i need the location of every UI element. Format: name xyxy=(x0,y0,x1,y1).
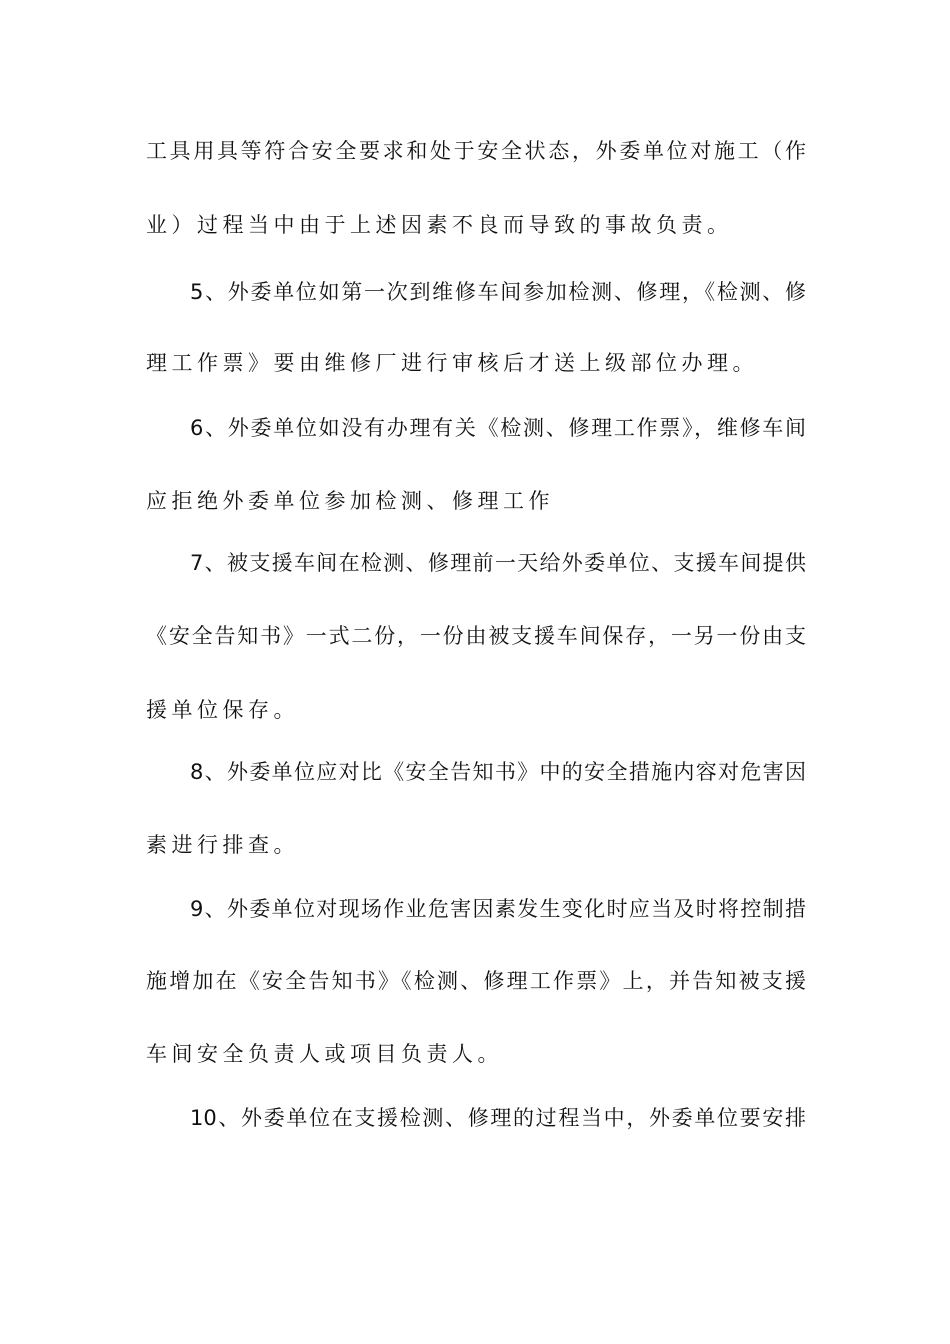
paragraph-line: 车间安全负责人或项目负责人。 xyxy=(146,1042,503,1066)
paragraph-line: 《安全告知书》一式二份，一份由被支援车间保存，一另一份由支 xyxy=(146,624,806,648)
paragraph-line: 7、被支援车间在检测、修理前一天给外委单位、支援车间提供 xyxy=(190,551,806,575)
paragraph-line: 6、外委单位如没有办理有关《检测、修理工作票》，维修车间 xyxy=(190,416,806,440)
paragraph-line: 应拒绝外委单位参加检测、修理工作 xyxy=(146,489,554,513)
paragraph-line: 业）过程当中由于上述因素不良而导致的事故负责。 xyxy=(146,213,733,237)
paragraph-line: 10、外委单位在支援检测、修理的过程当中，外委单位要安排 xyxy=(190,1106,806,1130)
paragraph-line: 素进行排查。 xyxy=(146,833,299,857)
paragraph-line: 5、外委单位如第一次到维修车间参加检测、修理，《检测、修 xyxy=(190,280,806,304)
paragraph-line: 援单位保存。 xyxy=(146,698,299,722)
paragraph-line: 9、外委单位对现场作业危害因素发生变化时应当及时将控制措 xyxy=(190,897,806,921)
paragraph-line: 施增加在《安全告知书》《检测、修理工作票》上，并告知被支援 xyxy=(146,969,806,993)
paragraph-line: 工具用具等符合安全要求和处于安全状态，外委单位对施工（作 xyxy=(146,139,806,163)
paragraph-line: 8、外委单位应对比《安全告知书》中的安全措施内容对危害因 xyxy=(190,760,806,784)
paragraph-line: 理工作票》要由维修厂进行审核后才送上级部位办理。 xyxy=(146,351,758,375)
